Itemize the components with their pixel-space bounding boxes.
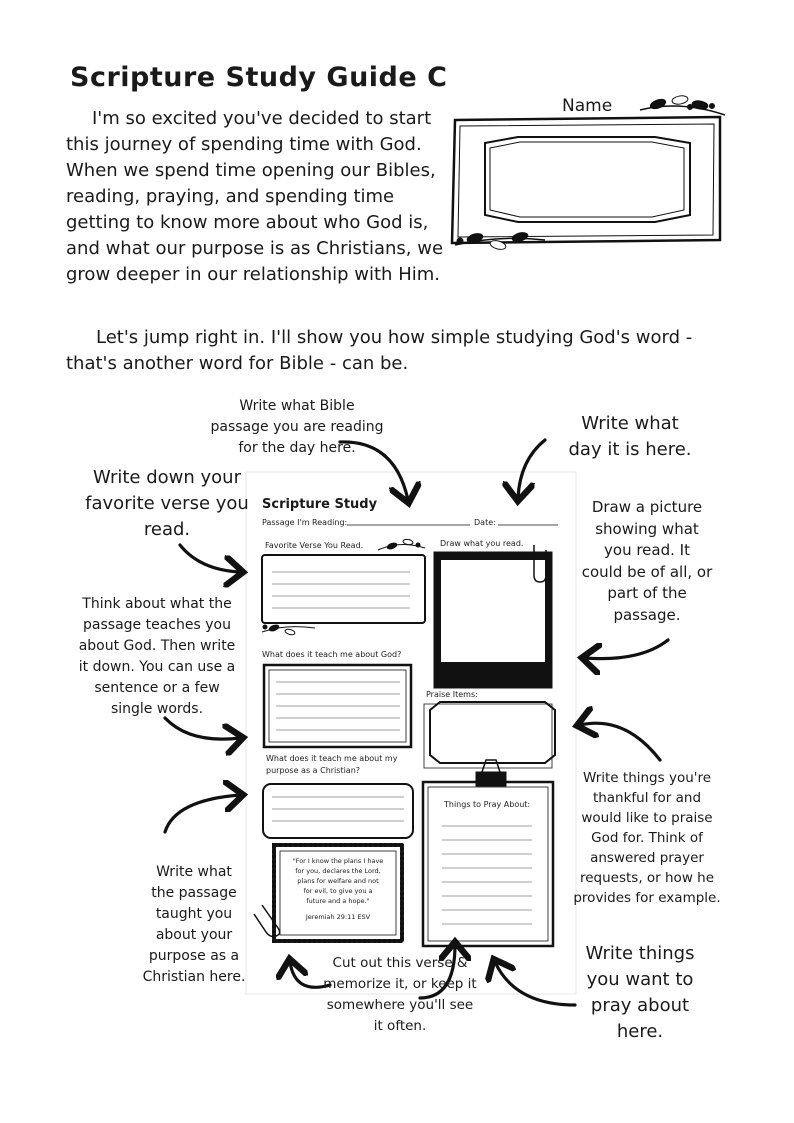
praise-label: Praise Items:	[426, 690, 478, 699]
purpose-label-1: What does it teach me about my	[266, 754, 398, 763]
verse-card-text: "For I know the plans I have for you, declares the Lord, plans for welfare and not for evil, to give you a future and a hope." Jeremiah 29:11 ESV	[292, 857, 384, 921]
name-field[interactable]	[500, 165, 670, 189]
annotation-date: Write what day it is here.	[568, 413, 692, 460]
intro-paragraph: I'm so excited you've decided to start this journey of spending time with God. When we spend time opening our Bibles, reading, praying, and spending time getting to know more about who God is, and what our purpose is as Christians, we grow deeper in our relationship with Him.	[66, 108, 444, 285]
name-label: Name	[562, 96, 613, 116]
teach-god-label: What does it teach me about God?	[262, 650, 402, 659]
page-title: Scripture Study Guide C	[70, 62, 448, 93]
annotation-about-god: Think about what the passage teaches you about God. Then write it down. You can use a sentence or a few single words.	[78, 596, 236, 717]
annotation-purpose: Write what the passage taught you about your purpose as a Christian here.	[142, 864, 246, 985]
pray-label: Things to Pray About:	[444, 800, 531, 809]
annotation-passage: Write what Bible passage you are reading for the day here.	[210, 398, 384, 456]
annotation-cutout: Cut out this verse & memorize it, or keep it somewhere you'll see it often.	[323, 955, 477, 1034]
intro-paragraph-2: Let's jump right in. I'll show you how simple studying God's word - that's another word for Bible - can be.	[66, 327, 693, 374]
leaf-sprig-icon	[640, 95, 725, 115]
purpose-label-2: purpose as a Christian?	[266, 766, 361, 775]
date-label: Date:	[474, 518, 496, 527]
worksheet-title: Scripture Study	[262, 497, 378, 512]
passage-label: Passage I'm Reading:	[262, 518, 348, 527]
annotation-picture: Draw a picture showing what you read. It could be of all, or part of the passage.	[581, 498, 713, 624]
draw-label: Draw what you read.	[440, 539, 524, 548]
annotation-pray: Write things you want to pray about here.	[585, 943, 695, 1042]
annotation-favorite: Write down your favorite verse you read.	[85, 467, 249, 540]
favorite-verse-label: Favorite Verse You Read.	[265, 541, 364, 550]
annotation-praise: Write things you're thankful for and would like to praise God for. Think of answered prayer requests, or how he provides for example.	[573, 770, 721, 906]
